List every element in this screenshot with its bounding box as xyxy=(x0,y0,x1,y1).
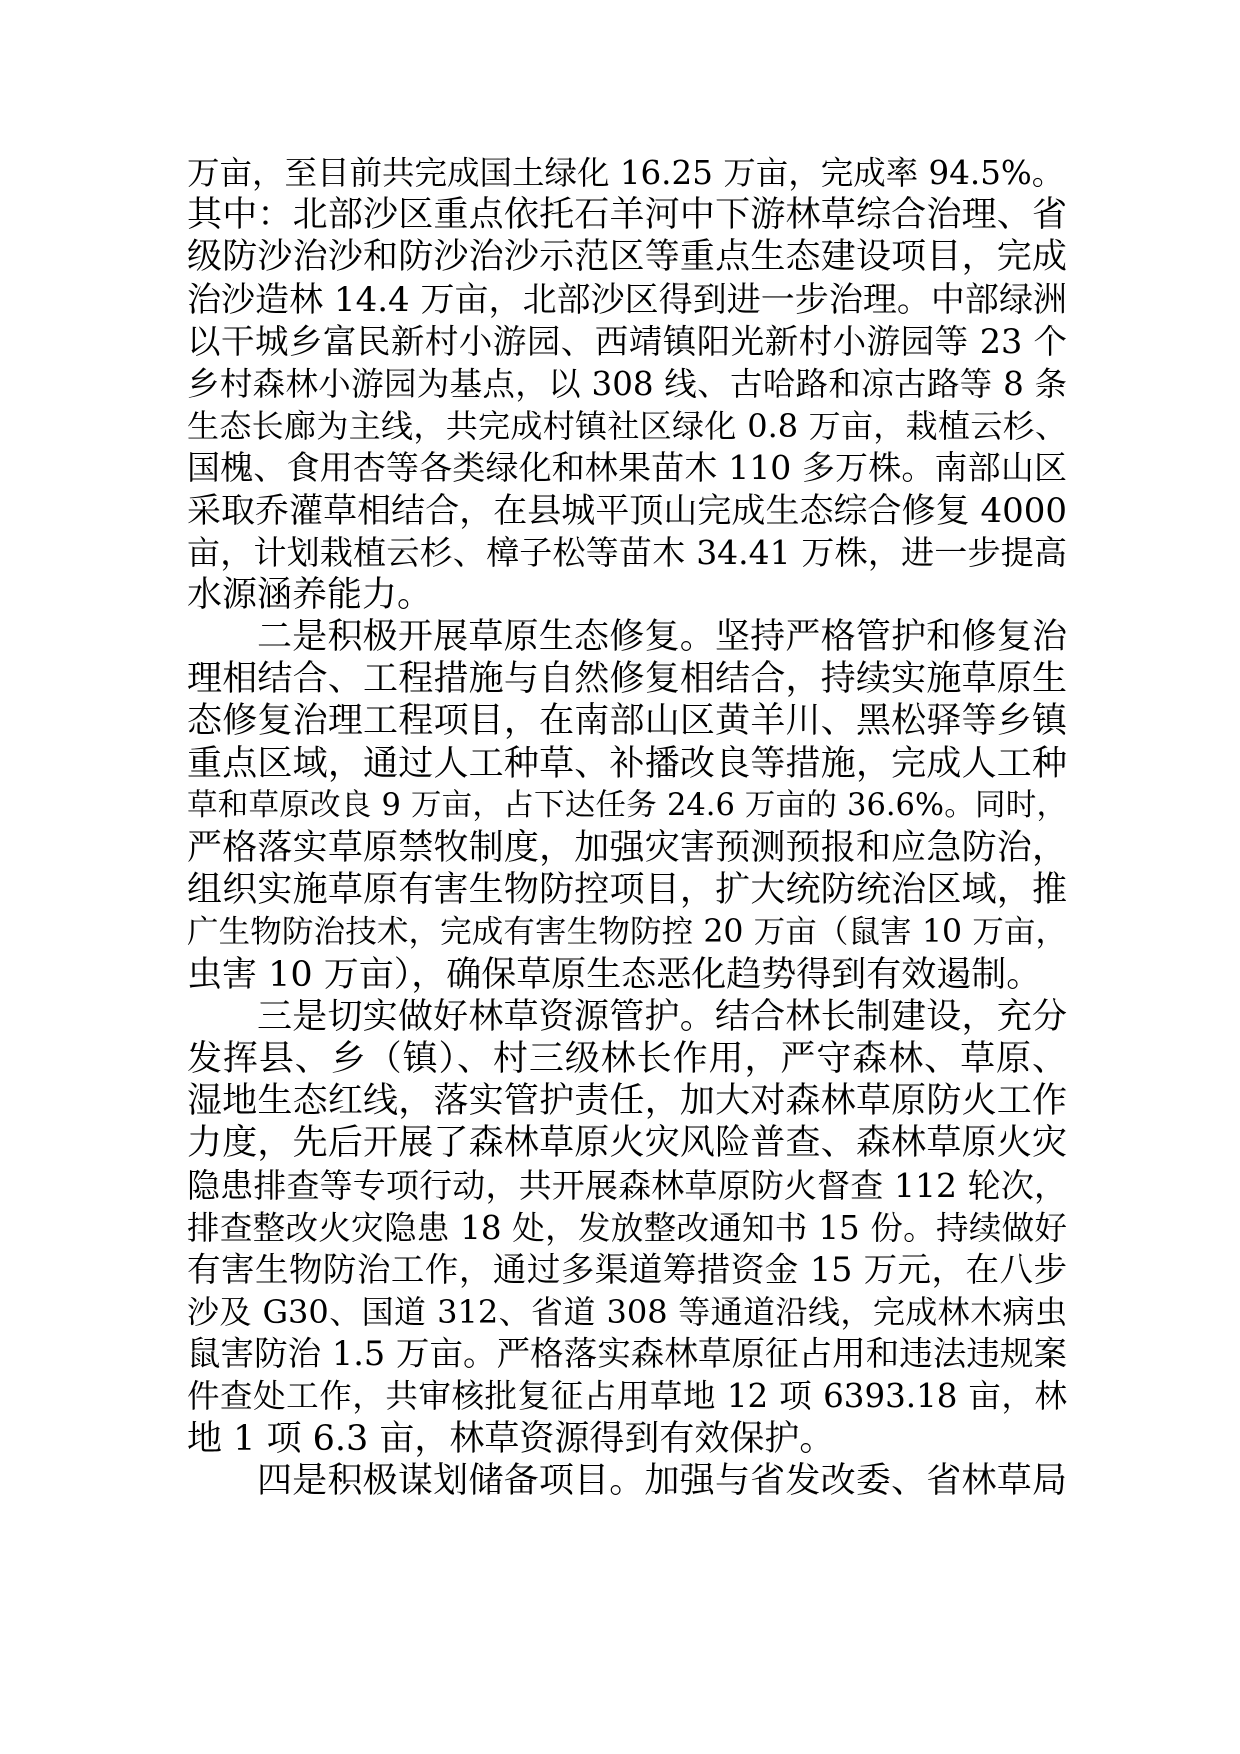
text-line: 组织实施草原有害生物防控项目，扩大统防统治区域，推 xyxy=(187,870,1067,911)
text-line: 国槐、食用杏等各类绿化和林果苗木 110 多万株。南部山区 xyxy=(187,448,1067,488)
text-line: 万亩，至目前共完成国土绿化 16.25 万亩，完成率 94.5%。 xyxy=(187,154,1065,192)
text-line: 其中：北部沙区重点依托石羊河中下游林草综合治理、省 xyxy=(187,195,1067,236)
text-line: 严格落实草原禁牧制度，加强灾害预测预报和应急防治， xyxy=(187,828,1067,868)
text-line: 件查处工作，共审核批复征占用草地 12 项 6393.18 亩，林 xyxy=(187,1377,1067,1416)
text-line: 级防沙治沙和防沙治沙示范区等重点生态建设项目，完成 xyxy=(187,237,1067,278)
text-line: 有害生物防治工作，通过多渠道筹措资金 15 万元，在八步 xyxy=(187,1249,1067,1289)
text-line: 虫害 10 万亩），确保草原生态恶化趋势得到有效遏制。 xyxy=(187,954,1042,995)
text-line: 二是积极开展草原生态修复。坚持严格管护和修复治 xyxy=(257,617,1067,658)
text-line: 乡村森林小游园为基点，以 308 线、古哈路和凉古路等 8 条 xyxy=(187,364,1067,403)
text-line: 治沙造林 14.4 万亩，北部沙区得到进一步治理。中部绿洲 xyxy=(187,279,1067,320)
text-line: 隐患排查等专项行动，共开展森林草原防火督查 112 轮次， xyxy=(187,1165,1067,1205)
text-line: 生态长廊为主线，共完成村镇社区绿化 0.8 万亩，栽植云杉、 xyxy=(187,407,1067,446)
text-line: 采取乔灌草相结合，在县城平顶山完成生态综合修复 4000 xyxy=(187,490,1067,531)
text-line: 广生物防治技术，完成有害生物防控 20 万亩（鼠害 10 万亩， xyxy=(187,914,1067,951)
text-line: 理相结合、工程措施与自然修复相结合，持续实施草原生 xyxy=(187,659,1067,700)
text-line: 湿地生态红线，落实管护责任，加大对森林草原防火工作 xyxy=(187,1081,1067,1122)
text-line: 水源涵养能力。 xyxy=(187,574,433,615)
text-line: 排查整改火灾隐患 18 处，发放整改通知书 15 份。持续做好 xyxy=(187,1208,1067,1247)
text-line: 态修复治理工程项目，在南部山区黄羊川、黑松驿等乡镇 xyxy=(187,701,1067,742)
text-line: 三是切实做好林草资源管护。结合林长制建设，充分 xyxy=(257,996,1067,1037)
text-line: 发挥县、乡（镇）、村三级林长作用，严守森林、草原、 xyxy=(187,1038,1067,1079)
text-line: 草和草原改良 9 万亩，占下达任务 24.6 万亩的 36.6%。同时， xyxy=(187,787,1067,823)
text-line: 沙及 G30、国道 312、省道 308 等通道沿线，完成林木病虫 xyxy=(187,1293,1067,1332)
text-line: 以干城乡富民新村小游园、西靖镇阳光新村小游园等 23 个 xyxy=(187,321,1067,361)
text-line: 鼠害防治 1.5 万亩。严格落实森林草原征占用和违法违规案 xyxy=(187,1334,1067,1374)
text-line: 四是积极谋划储备项目。加强与省发改委、省林草局 xyxy=(257,1460,1067,1501)
text-line: 亩，计划栽植云杉、樟子松等苗木 34.41 万株，进一步提高 xyxy=(187,532,1067,572)
text-line: 力度，先后开展了森林草原火灾风险普查、森林草原火灾 xyxy=(187,1123,1067,1164)
text-line: 重点区域，通过人工种草、补播改良等措施，完成人工种 xyxy=(187,743,1067,784)
document-page xyxy=(187,152,1067,1502)
text-line: 地 1 项 6.3 亩，林草资源得到有效保护。 xyxy=(187,1418,835,1459)
